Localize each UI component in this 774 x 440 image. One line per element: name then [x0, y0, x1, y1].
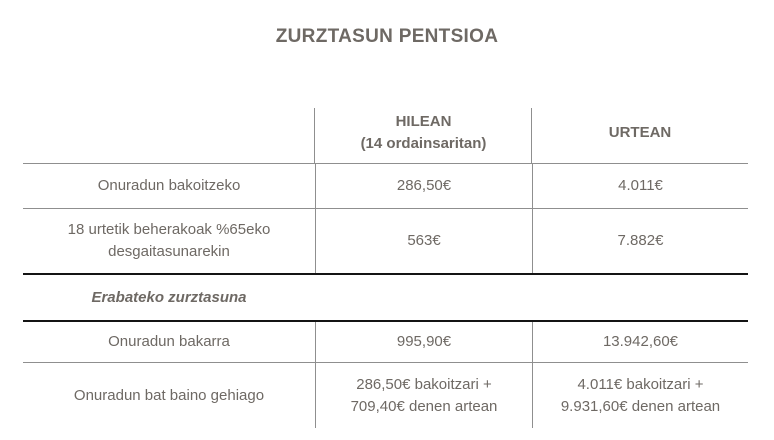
column-header-yearly [532, 103, 748, 163]
monthly-value-line1: 286,50€ bakoitzari + [356, 375, 492, 393]
section-empty-cell [315, 275, 532, 320]
monthly-value: 995,90€ [315, 322, 532, 362]
table-header-row [23, 103, 748, 163]
header-empty-cell [23, 103, 315, 163]
yearly-value [532, 363, 748, 428]
yearly-value-line2: 9.931,60€ denen artean [560, 397, 721, 415]
row-label: 18 urtetik beherakoak %65eko desgaitasunarekin [67, 221, 271, 260]
header-monthly-line2: (14 ordainsaritan) [360, 135, 487, 152]
yearly-value-line1: 4.011€ bakoitzari + [577, 375, 704, 393]
column-header-monthly [315, 103, 532, 163]
yearly-value: 13.942,60€ [532, 322, 748, 362]
orphan-pension-table [23, 103, 748, 428]
row-label: Onuradun bakoitzeko [97, 177, 241, 194]
monthly-value: 286,50€ [315, 164, 532, 208]
yearly-value: 7.882€ [532, 209, 748, 273]
table-row [23, 320, 748, 362]
section-empty-cell [532, 275, 748, 320]
table-row [23, 163, 748, 208]
monthly-value-line2: 709,40€ denen artean [350, 397, 498, 415]
section-label: Erabateko zurztasuna [91, 288, 247, 306]
monthly-value: 563€ [315, 209, 532, 273]
yearly-value: 4.011€ [532, 164, 748, 208]
row-label: Onuradun bakarra [108, 333, 230, 350]
monthly-value [315, 363, 532, 428]
section-header-row [23, 273, 748, 320]
header-yearly-label: URTEAN [608, 124, 672, 141]
table-row [23, 208, 748, 273]
header-monthly-line1: HILEAN [395, 113, 452, 130]
table-row [23, 362, 748, 428]
row-label: Onuradun bat baino gehiago [73, 386, 265, 404]
page-title: ZURZTASUN PENTSIOA [275, 26, 499, 47]
